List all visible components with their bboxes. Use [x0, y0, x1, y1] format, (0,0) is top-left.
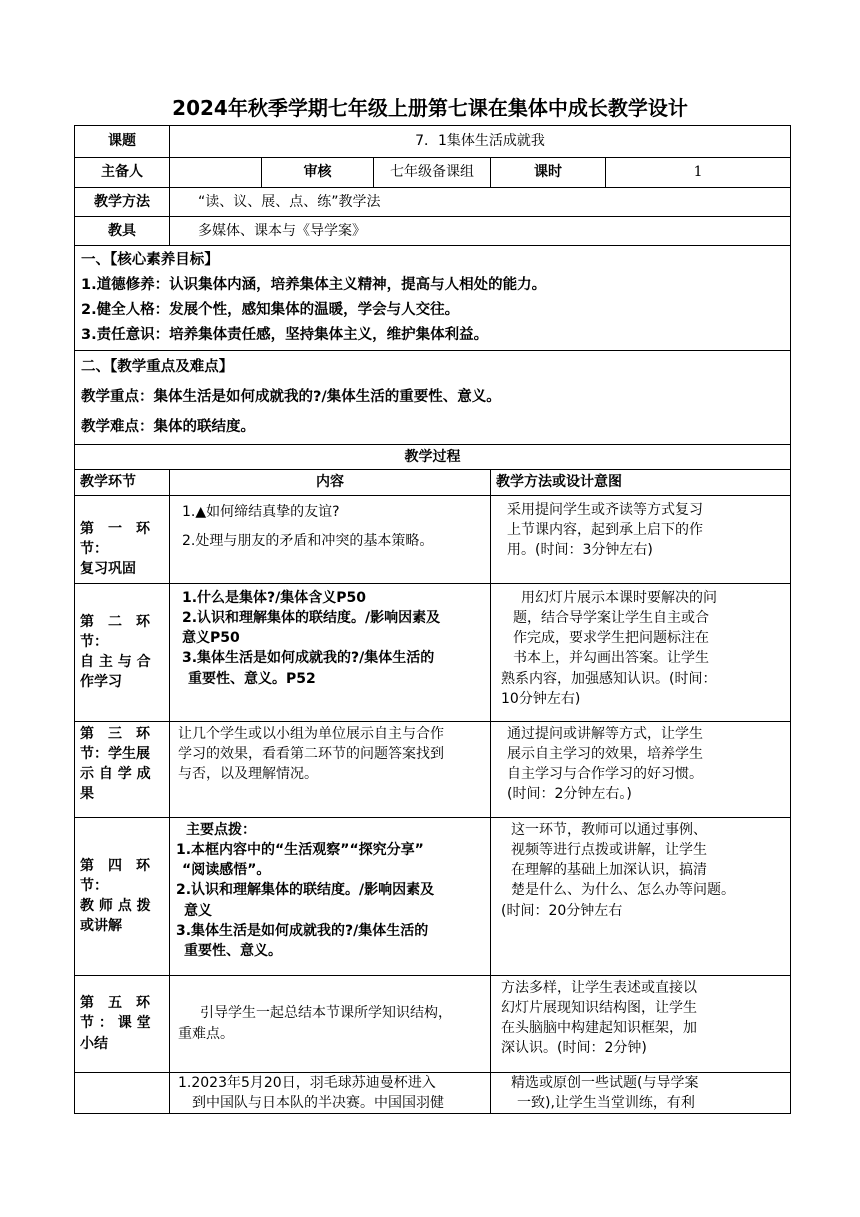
method-line: 书本上，并勾画出答案。让学生	[513, 650, 709, 667]
stage-line: 第 三 环	[80, 725, 150, 742]
content-line: 1.2023年5月20日，羽毛球苏迪曼杯进入	[178, 1074, 436, 1091]
process-row	[75, 817, 791, 975]
page-title: 2024年秋季学期七年级上册第七课在集体中成长教学设计	[172, 96, 688, 120]
method-line: 题，结合导学案让学生自主或合	[513, 609, 709, 626]
goal-item: 1.道德修养：认识集体内涵，培养集体主义精神，提高与人相处的能力。	[81, 277, 547, 293]
content-line: 引导学生一起总结本节课所学知识结构，	[200, 1005, 452, 1022]
goals-cell	[75, 246, 791, 351]
process-row	[75, 975, 791, 1072]
stage-line: 教 师 点 拨	[80, 898, 151, 915]
goal-item: 3.责任意识：培养集体责任感，坚持集体主义，维护集体利益。	[81, 327, 489, 343]
tools-row	[75, 217, 791, 246]
stage-line: 节：	[80, 633, 108, 650]
method-line: 作完成，要求学生把问题标注在	[513, 630, 709, 647]
stage-line: 第 四 环	[80, 857, 150, 874]
process-row	[75, 721, 791, 817]
process-row	[75, 583, 791, 721]
hours-value: 1	[606, 158, 791, 188]
content-line: 1.什么是集体?/集体含义P50	[182, 589, 367, 606]
method-line: 展示自主学习的效果，培养学生	[507, 745, 703, 762]
stage-cell	[75, 817, 170, 975]
method-cell	[491, 583, 791, 721]
stage-line: 小结	[80, 1035, 108, 1052]
stage-line: 或讲解	[80, 918, 122, 935]
content-line: 3.集体生活是如何成就我的?/集体生活的	[182, 650, 435, 667]
topic-label: 课题	[75, 126, 170, 158]
reviewer-value: 七年级备课组	[374, 158, 491, 188]
method-cell	[491, 495, 791, 583]
preparer-row	[75, 158, 791, 188]
stage-cell	[75, 975, 170, 1072]
content-line: 主要点拨：	[186, 821, 256, 838]
method-line: 视频等进行点拨或讲解，让学生	[511, 841, 707, 858]
keypoints-cell	[75, 351, 791, 445]
method-line: 采用提问学生或齐读等方式复习	[507, 501, 703, 518]
preparer-value	[170, 158, 262, 188]
col-content-header: 内容	[170, 470, 491, 495]
method-line: 10分钟左右)	[501, 691, 581, 708]
content-line: 2.处理与朋友的矛盾和冲突的基本策略。	[182, 532, 434, 549]
goals-heading: 一、【核心素养目标】	[81, 252, 219, 268]
preparer-label: 主备人	[75, 158, 170, 188]
stage-line: 节：	[80, 877, 108, 894]
method-line: 用幻灯片展示本课时要解决的问	[521, 589, 717, 606]
stage-line: 第 二 环	[80, 613, 150, 630]
stage-cell	[75, 1072, 170, 1114]
method-line: 这一环节，教师可以通过事例、	[511, 821, 707, 838]
topic-row	[75, 126, 791, 158]
stage-line: 作学习	[80, 674, 122, 691]
keypoints-difficulty: 教学难点：集体的联结度。	[81, 419, 255, 435]
method-line: (时间：2分钟左右。)	[507, 786, 632, 803]
content-line: 学习的效果，看看第二环节的问题答案找到	[178, 745, 444, 762]
reviewer-label: 审核	[262, 158, 374, 188]
method-line: 熟系内容，加强感知认识。(时间：	[501, 670, 717, 687]
col-stage-header: 教学环节	[75, 470, 170, 495]
goals-row	[75, 246, 791, 351]
method-cell	[491, 975, 791, 1072]
content-cell	[170, 975, 491, 1072]
method-line: 幻灯片展现知识结构图，让学生	[501, 999, 697, 1016]
method-cell	[491, 1072, 791, 1114]
content-line: 重要性、意义。	[184, 943, 282, 960]
stage-line: 自 主 与 合	[80, 654, 151, 671]
tools-value: 多媒体、课本与《导学案》	[170, 217, 791, 246]
content-cell	[170, 583, 491, 721]
method-line: 上节课内容，起到承上启下的作	[507, 521, 703, 538]
topic-value: 7．1集体生活成就我	[170, 126, 791, 158]
content-line: 2.认识和理解集体的联结度。/影响因素及	[176, 882, 435, 899]
stage-line: 示 自 学 成	[80, 766, 151, 783]
content-line: 重要性、意义。P52	[188, 670, 316, 687]
process-heading: 教学过程	[75, 445, 791, 470]
method-line: 楚是什么、为什么、怎么办等问题。	[511, 882, 735, 899]
method-row	[75, 188, 791, 217]
stage-line: 第 一 环	[80, 520, 150, 537]
content-line: “阅读感悟”。	[182, 862, 271, 879]
keypoints-focus: 教学重点：集体生活是如何成就我的?/集体生活的重要性、意义。	[81, 389, 501, 405]
content-line: 2.认识和理解集体的联结度。/影响因素及	[182, 609, 441, 626]
method-line: 通过提问或讲解等方式，让学生	[507, 725, 703, 742]
content-line: 让几个学生或以小组为单位展示自主与合作	[178, 725, 444, 742]
stage-line: 节：	[80, 541, 108, 557]
content-line: 意义	[184, 902, 212, 919]
method-line: 用。(时间：3分钟左右)	[507, 542, 653, 559]
content-line: 3.集体生活是如何成就我的?/集体生活的	[176, 923, 429, 940]
stage-line: 果	[80, 786, 94, 803]
hours-label: 课时	[491, 158, 606, 188]
lesson-plan-table	[74, 125, 791, 1114]
goal-item: 2.健全人格：发展个性，感知集体的温暖，学会与人交往。	[81, 302, 460, 318]
content-cell	[170, 817, 491, 975]
process-heading-row	[75, 445, 791, 470]
content-line: 与否，以及理解情况。	[178, 766, 318, 783]
stage-line: 节：学生展	[80, 745, 150, 762]
method-value: “读、议、展、点、练”教学法	[170, 188, 791, 217]
method-line: (时间：20分钟左右	[501, 902, 623, 919]
method-line: 精选或原创一些试题(与导学案	[511, 1074, 699, 1091]
method-line: 一致),让学生当堂训练，有利	[517, 1094, 695, 1111]
method-cell	[491, 721, 791, 817]
content-cell	[170, 495, 491, 583]
method-cell	[491, 817, 791, 975]
method-line: 自主学习与合作学习的好习惯。	[507, 766, 703, 783]
keypoints-heading: 二、【教学重点及难点】	[81, 359, 234, 375]
method-label: 教学方法	[75, 188, 170, 217]
process-row	[75, 495, 791, 583]
method-line: 在理解的基础上加深认识，搞清	[511, 862, 707, 879]
stage-line: 第 五 环	[80, 995, 150, 1012]
content-line: 意义P50	[182, 630, 240, 647]
content-line: 1.本框内容中的“生活观察”“探究分享”	[176, 841, 424, 858]
stage-line: 节 ： 课 堂	[80, 1015, 151, 1032]
content-line: 到中国队与日本队的半决赛。中国国羽健	[192, 1094, 444, 1111]
content-line: 重难点。	[178, 1025, 234, 1042]
keypoints-row	[75, 351, 791, 445]
method-line: 在头脑脑中构建起知识框架，加	[501, 1020, 697, 1037]
stage-cell	[75, 583, 170, 721]
stage-cell	[75, 495, 170, 583]
content-cell	[170, 721, 491, 817]
method-line: 深认识。(时间：2分钟)	[501, 1040, 647, 1057]
stage-cell	[75, 721, 170, 817]
content-line: 1.▲如何缔结真挚的友谊?	[182, 503, 340, 520]
tools-label: 教具	[75, 217, 170, 246]
process-row	[75, 1072, 791, 1114]
process-header-row	[75, 470, 791, 495]
content-cell	[170, 1072, 491, 1114]
method-line: 方法多样，让学生表述或直接以	[501, 979, 697, 996]
col-method-header: 教学方法或设计意图	[491, 470, 791, 495]
stage-line: 复习巩固	[80, 561, 136, 578]
